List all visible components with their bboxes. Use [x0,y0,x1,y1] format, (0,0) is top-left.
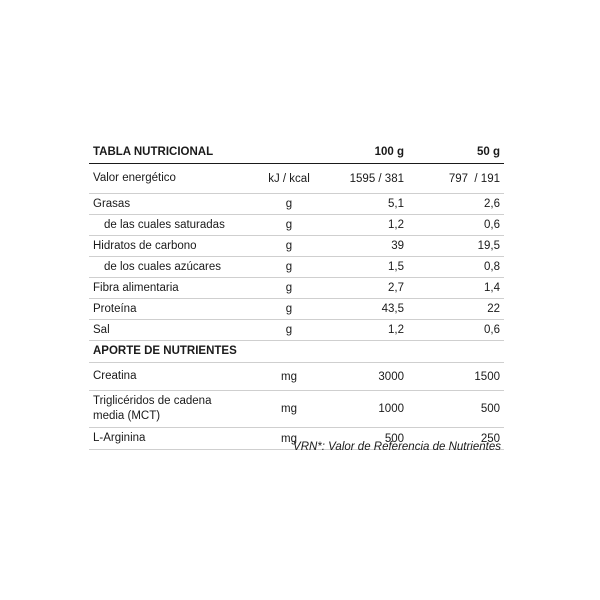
row-value-50g: 22 [487,303,500,315]
nutrition-table [89,141,504,450]
row-value-100g: 1,2 [388,324,404,336]
table-title: TABLA NUTRICIONAL [93,145,214,158]
row-unit: mg [281,432,297,445]
row-unit: g [285,219,293,231]
row-value-50g: 0,8 [484,261,500,273]
row-unit: g [285,303,293,315]
row-value-50g: 0,6 [484,219,500,231]
row-label: Triglicéridos de cadena media (MCT) [93,395,212,422]
row-value-50g: 250 [480,432,500,445]
table-row [89,363,504,391]
table-row [89,236,504,257]
row-label: Grasas [93,197,131,210]
row-value-50g: 19,5 [477,240,500,252]
section-title: APORTE DE NUTRIENTES [93,345,237,357]
per-50g-header: 50 g [476,146,500,158]
row-value-100g: 39 [391,240,404,252]
table-row [89,164,504,194]
table-row [89,194,504,215]
row-label: Creatina [93,370,137,382]
row-label: Proteína [93,302,137,315]
row-unit: mg [281,370,297,383]
row-value-50g: 1500 [474,370,500,383]
row-label: L-Arginina [93,432,146,444]
table-row [89,391,504,428]
table-row [89,320,504,341]
row-unit: g [285,240,293,252]
row-label: de las cuales saturadas [104,218,225,231]
row-unit: g [285,324,293,336]
row-unit: kJ / kcal [268,172,310,185]
section-header [89,341,504,363]
row-value-50g: 500 [480,403,500,415]
row-unit: mg [281,403,297,415]
table-header [89,141,504,164]
row-unit: g [285,261,293,273]
row-value-100g: 1595 / 381 [349,172,404,185]
footnote: VRN*: Valor de Referencia de Nutrientes [293,441,501,453]
row-unit: g [285,282,293,294]
row-label: Sal [93,323,110,336]
row-value-50g: 1,4 [484,282,500,294]
row-value-100g: 5,1 [388,198,404,210]
row-unit: g [285,198,293,210]
row-value-100g: 500 [384,432,404,445]
table-row [89,257,504,278]
row-value-50g: 797 / 191 [448,172,500,185]
row-value-100g: 1,2 [388,219,404,231]
row-value-100g: 2,7 [388,282,404,294]
row-label: Hidratos de carbono [93,239,197,252]
row-value-50g: 0,6 [484,324,500,336]
row-value-50g: 2,6 [484,198,500,210]
table-row [89,278,504,299]
row-value-100g: 1000 [378,403,404,415]
row-value-100g: 3000 [378,370,404,383]
row-value-100g: 43,5 [381,303,404,315]
per-100g-header: 100 g [374,146,404,158]
row-label: de los cuales azúcares [104,260,221,273]
table-row [89,299,504,320]
row-label: Fibra alimentaria [93,281,179,294]
row-value-100g: 1,5 [388,261,404,273]
row-label: Valor energético [93,172,176,184]
table-row [89,215,504,236]
